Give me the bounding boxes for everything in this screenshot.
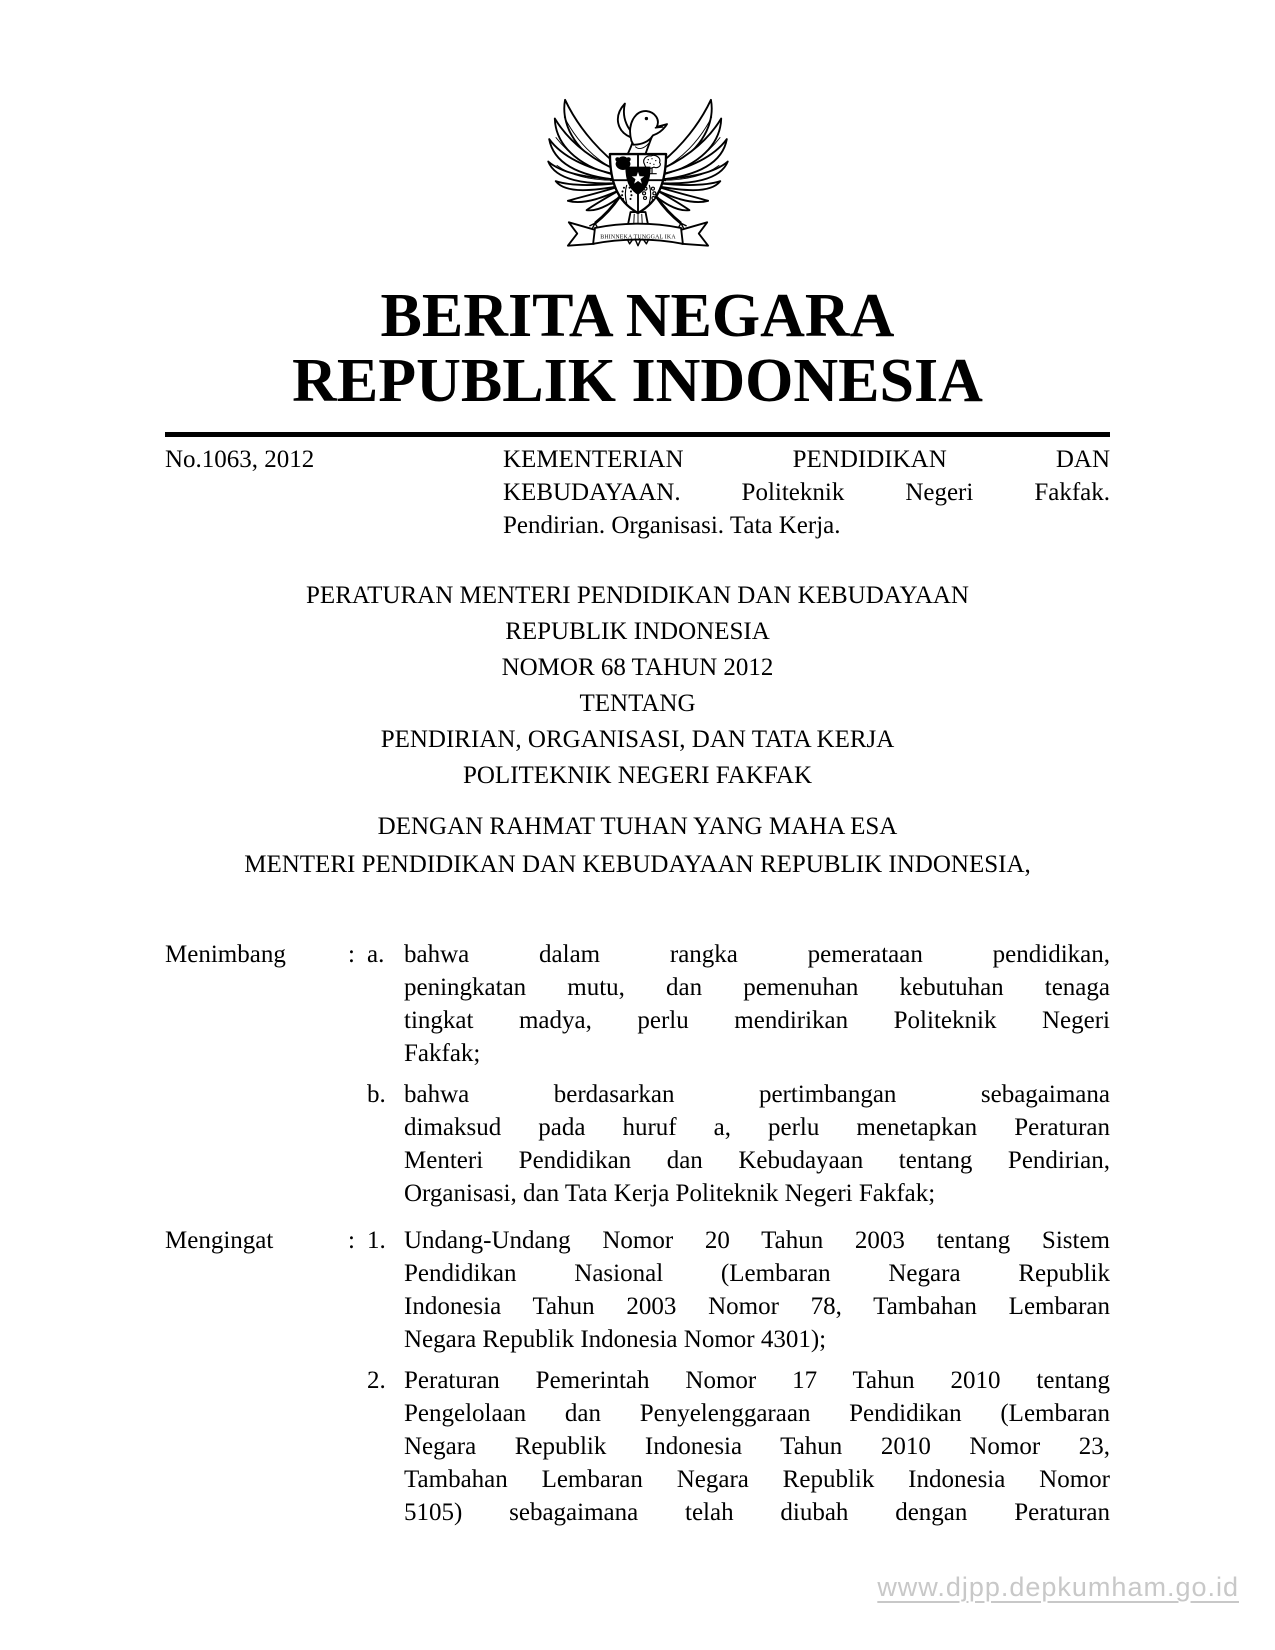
- legal-basis-item-2: [367, 1364, 1110, 1529]
- masthead-title-line2: REPUBLIK INDONESIA: [292, 347, 983, 415]
- masthead-title: [165, 284, 1110, 414]
- masthead-divider: [165, 432, 1110, 437]
- issue-header: [165, 443, 1110, 542]
- legal-basis-item-2-marker: 2.: [367, 1367, 386, 1394]
- garuda-pancasila-emblem: [543, 83, 733, 270]
- legal-basis-items: [367, 1224, 1110, 1529]
- masthead-title-line1: BERITA NEGARA: [380, 282, 895, 350]
- considerations-row: [165, 938, 1110, 1210]
- consideration-item-a-marker: a.: [367, 941, 385, 968]
- emblem-motto: BHINNEKA TUNGGAL IKA: [599, 234, 676, 241]
- consideration-item-a-text: bahwa dalam rangka pemerataan pendidikan, peningkatan mutu, dan pemenuhan kebutuhan tenaga tingkat madya, perlu mendirikan Politeknik Negeri Fakfak;: [404, 941, 1110, 1067]
- issue-subject: KEMENTERIAN PENDIDIKAN DAN KEBUDAYAAN. Politeknik Negeri Fakfak. Pendirian. Organisasi. Tata Kerja.: [503, 446, 1110, 539]
- legal-basis-row: [165, 1224, 1110, 1529]
- watermark-url: www.djpp.depkumham.go.id: [877, 1572, 1239, 1602]
- invocation-line: DENGAN RAHMAT TUHAN YANG MAHA ESA: [377, 813, 898, 840]
- preamble: [165, 808, 1110, 884]
- consideration-item-b: [367, 1078, 1110, 1210]
- considerations-section: [165, 938, 1110, 1210]
- legal-basis-section: [165, 1224, 1110, 1529]
- legal-basis-item-1: [367, 1224, 1110, 1356]
- authority-line: MENTERI PENDIDIKAN DAN KEBUDAYAAN REPUBLIK INDONESIA,: [244, 851, 1031, 878]
- legal-basis-colon: :: [348, 1227, 355, 1254]
- legal-basis-item-1-text: Undang-Undang Nomor 20 Tahun 2003 tentang Sistem Pendidikan Nasional (Lembaran Negara Republik Indonesia Tahun 2003 Nomor 78, Tambahan Lembaran Negara Republik Indonesia Nomor 4301);: [404, 1227, 1110, 1353]
- legal-basis-item-2-text: Peraturan Pemerintah Nomor 17 Tahun 2010 tentang Pengelolaan dan Penyelenggaraan Pendidikan (Lembaran Negara Republik Indonesia Tahun 2010 Nomor 23, Tambahan Lembaran Negara Republik Indonesia Nomor 5105) sebagaimana telah diubah dengan Peraturan: [404, 1367, 1110, 1526]
- consideration-item-b-marker: b.: [367, 1081, 386, 1108]
- legal-basis-label: Mengingat: [165, 1227, 274, 1254]
- considerations-items: [367, 938, 1110, 1210]
- consideration-item-a: [367, 938, 1110, 1070]
- consideration-item-b-text: bahwa berdasarkan pertimbangan sebagaimana dimaksud pada huruf a, perlu menetapkan Peraturan Menteri Pendidikan dan Kebudayaan tentang Pendirian, Organisasi, dan Tata Kerja Politeknik Negeri Fakfak;: [404, 1081, 1110, 1207]
- regulation-title: PERATURAN MENTERI PENDIDIKAN DAN KEBUDAYAAN REPUBLIK INDONESIA NOMOR 68 TAHUN 2012 TENTANG PENDIRIAN, ORGANISASI, DAN TATA KERJA POLITEKNIK NEGERI FAKFAK: [306, 582, 969, 789]
- legal-basis-item-1-marker: 1.: [367, 1227, 386, 1254]
- considerations-colon: :: [348, 941, 355, 968]
- issue-number: No.1063, 2012: [165, 446, 315, 473]
- considerations-label: Menimbang: [165, 941, 286, 968]
